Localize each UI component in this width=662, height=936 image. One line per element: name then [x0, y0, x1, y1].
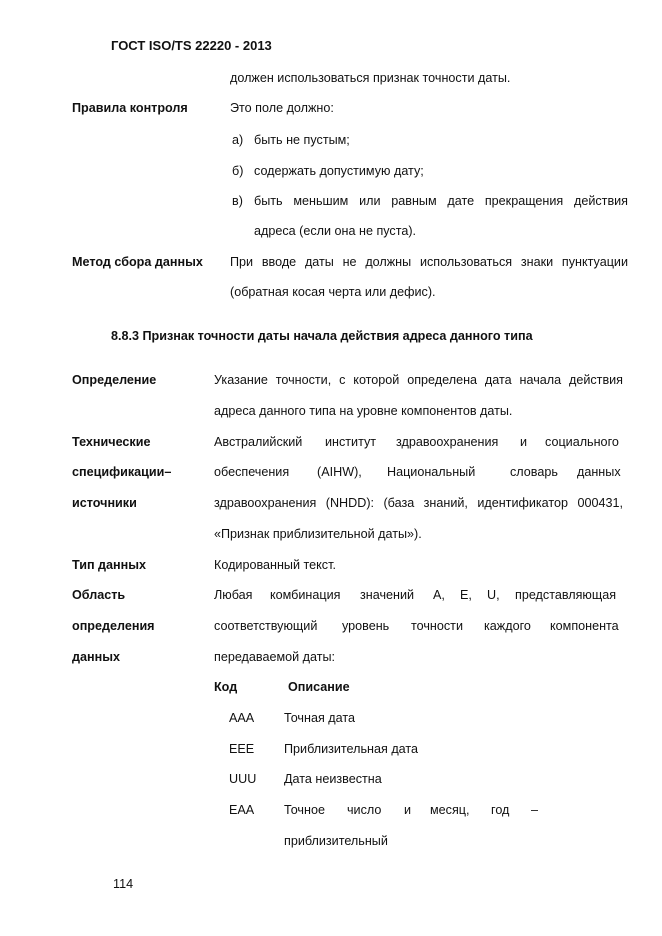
tech-spec-line: обеспечения (AIHW), Национальный словарь данных: [214, 465, 621, 479]
rule-marker: б): [232, 164, 244, 178]
domain-line: Любая комбинация значений A, E, U, представляющая: [214, 588, 617, 602]
domain-label: Область: [72, 588, 126, 602]
rule-marker: в): [232, 194, 243, 208]
document-header: ГОСТ ISO/TS 22220 - 2013: [111, 38, 272, 53]
code-cell: UUU: [229, 772, 257, 786]
rule-text: быть не пустым;: [254, 133, 350, 147]
method-line: При вводе даты не должны использоваться знаки пунктуации: [230, 255, 628, 269]
method-label: Метод сбора данных: [72, 255, 203, 269]
rule-marker: а): [232, 133, 244, 147]
tech-spec-line: Австралийский институт здравоохранения и социального: [214, 435, 619, 449]
domain-line: передаваемой даты:: [214, 650, 336, 664]
continuation-line: должен использоваться признак точности даты.: [230, 71, 511, 85]
definition-line: Указание точности, с которой определена дата начала действия: [214, 373, 623, 387]
description-cell: Точная дата: [284, 711, 355, 725]
code-cell: EAA: [229, 803, 255, 817]
domain-label: данных: [72, 650, 120, 664]
description-cell: Дата неизвестна: [284, 772, 382, 786]
definition-line: адреса данного типа на уровне компонентов даты.: [214, 404, 513, 418]
rule-text: содержать допустимую дату;: [254, 164, 424, 178]
description-cell-continuation: приблизительный: [284, 834, 388, 848]
domain-line: соответствующий уровень точности каждого компонента: [214, 619, 619, 633]
data-type-value: Кодированный текст.: [214, 558, 336, 572]
data-type-label: Тип данных: [72, 558, 147, 572]
tech-spec-line: «Признак приблизительной даты»).: [214, 527, 422, 541]
section-title: 8.8.3 Признак точности даты начала действия адреса данного типа: [111, 329, 533, 343]
description-cell: Приблизительная дата: [284, 742, 419, 756]
rules-intro: Это поле должно:: [230, 101, 334, 115]
rules-label: Правила контроля: [72, 101, 188, 115]
description-cell: Точное число и месяц, год –: [284, 803, 539, 817]
code-cell: AAA: [229, 711, 255, 725]
code-cell: EEE: [229, 742, 255, 756]
tech-spec-label: Технические: [72, 435, 151, 449]
description-column-header: Описание: [288, 680, 350, 694]
code-column-header: Код: [214, 680, 238, 694]
page-number: 114: [113, 877, 134, 891]
tech-spec-line: здравоохранения (NHDD): (база знаний, идентификатор 000431,: [214, 496, 623, 510]
tech-spec-label: спецификации–: [72, 465, 172, 479]
domain-label: определения: [72, 619, 155, 633]
tech-spec-label: источники: [72, 496, 137, 510]
rule-text: быть меньшим или равным дате прекращения действия: [254, 194, 628, 208]
definition-label: Определение: [72, 373, 157, 387]
rule-text-continuation: адреса (если она не пуста).: [254, 224, 417, 238]
method-line: (обратная косая черта или дефис).: [230, 285, 436, 299]
